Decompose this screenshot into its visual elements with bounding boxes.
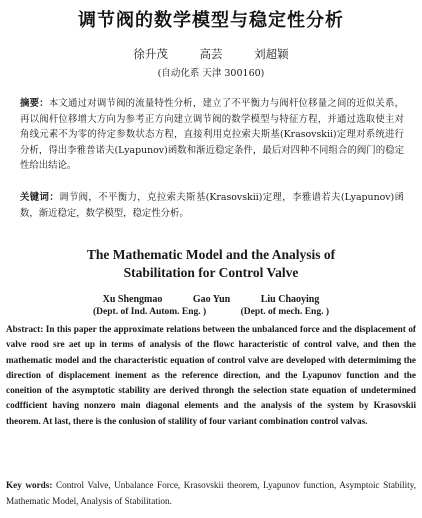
english-title-line-1: The Mathematic Model and the Analysis of — [86, 247, 336, 262]
author-3-en: Liu Chaoying — [260, 294, 320, 305]
english-keywords-label: Key words: — [6, 480, 53, 490]
english-title-line-2: Stabilitation for Control Valve — [123, 265, 299, 280]
english-abstract-label: Abstract: — [6, 324, 44, 334]
author-1-cn: 徐升茂 — [133, 47, 168, 61]
author-1-en: Xu Shengmao — [102, 294, 163, 305]
author-2-en: Gao Yun — [192, 294, 231, 305]
chinese-abstract-text: 本文通过对调节阀的流量特性分析，建立了不平衡力与阀杆位移量之间的近似关系，再以阀杆位移增大方向为参考正方向建立调节阀的数学模型与特征方程，并通过选取使主对角线元素不为零的待定参数状态方程，直接利用克拉索夫斯基(Krasovskii)定理对系统进行分析，得出李雅普诺夫(Lyapunov)函数和渐近稳定条件，最后对四种不同组合的阀门的稳定性给出结论。 — [20, 98, 404, 172]
chinese-keywords-text: 调节阀，不平衡力，克拉索夫斯基(Krasovskii)定理，李雅谱若夫(Lyapunov)函数，渐近稳定，数学模型，稳定性分析。 — [20, 192, 404, 219]
chinese-keywords-label: 关键词： — [20, 192, 60, 203]
english-title — [0, 246, 422, 282]
chinese-authors — [0, 46, 422, 62]
affiliation-1-en: (Dept. of Ind. Autom. Eng. ) — [93, 307, 207, 317]
author-3-cn: 刘超颖 — [254, 47, 289, 61]
english-abstract — [6, 322, 416, 429]
affiliation-2-en: (Dept. of mech. Eng. ) — [240, 307, 329, 317]
author-2-cn: 高芸 — [199, 47, 223, 61]
english-keywords-text: Control Valve, Unbalance Force, Krasovskii theorem, Lyapunov function, Asymptoic Stability, Mathematic Model, Analysis of Stabilitation. — [6, 480, 416, 506]
chinese-abstract-label: 摘要： — [20, 98, 49, 109]
english-authors — [0, 294, 422, 305]
chinese-title: 调节阀的数学模型与稳定性分析 — [78, 10, 344, 31]
english-keywords — [6, 478, 416, 509]
chinese-abstract — [20, 96, 404, 174]
chinese-keywords — [20, 190, 404, 222]
english-abstract-text: In this paper the approximate relations between the unbalanced force and the displacement of valve rood sre aet up in terms of analysis of the flowc haracteristic of control valve, and then the mathematic model and the characteristic equation of control valve are developed with determimimg the direction of displacement inement as the reference direction, and the Lyapunov function and the coneition of the asymptotic stability are derived throngh the selection state equation of undetermined codfficient having nonzero main diagonal elements and the analysis of the system by Krasovskii theorem. At last, there is the conlusion of stalility of four variant combination control valvas. — [6, 324, 416, 426]
chinese-affiliation: (自动化系 天津 300160) — [157, 68, 265, 79]
english-affiliations — [0, 307, 422, 317]
